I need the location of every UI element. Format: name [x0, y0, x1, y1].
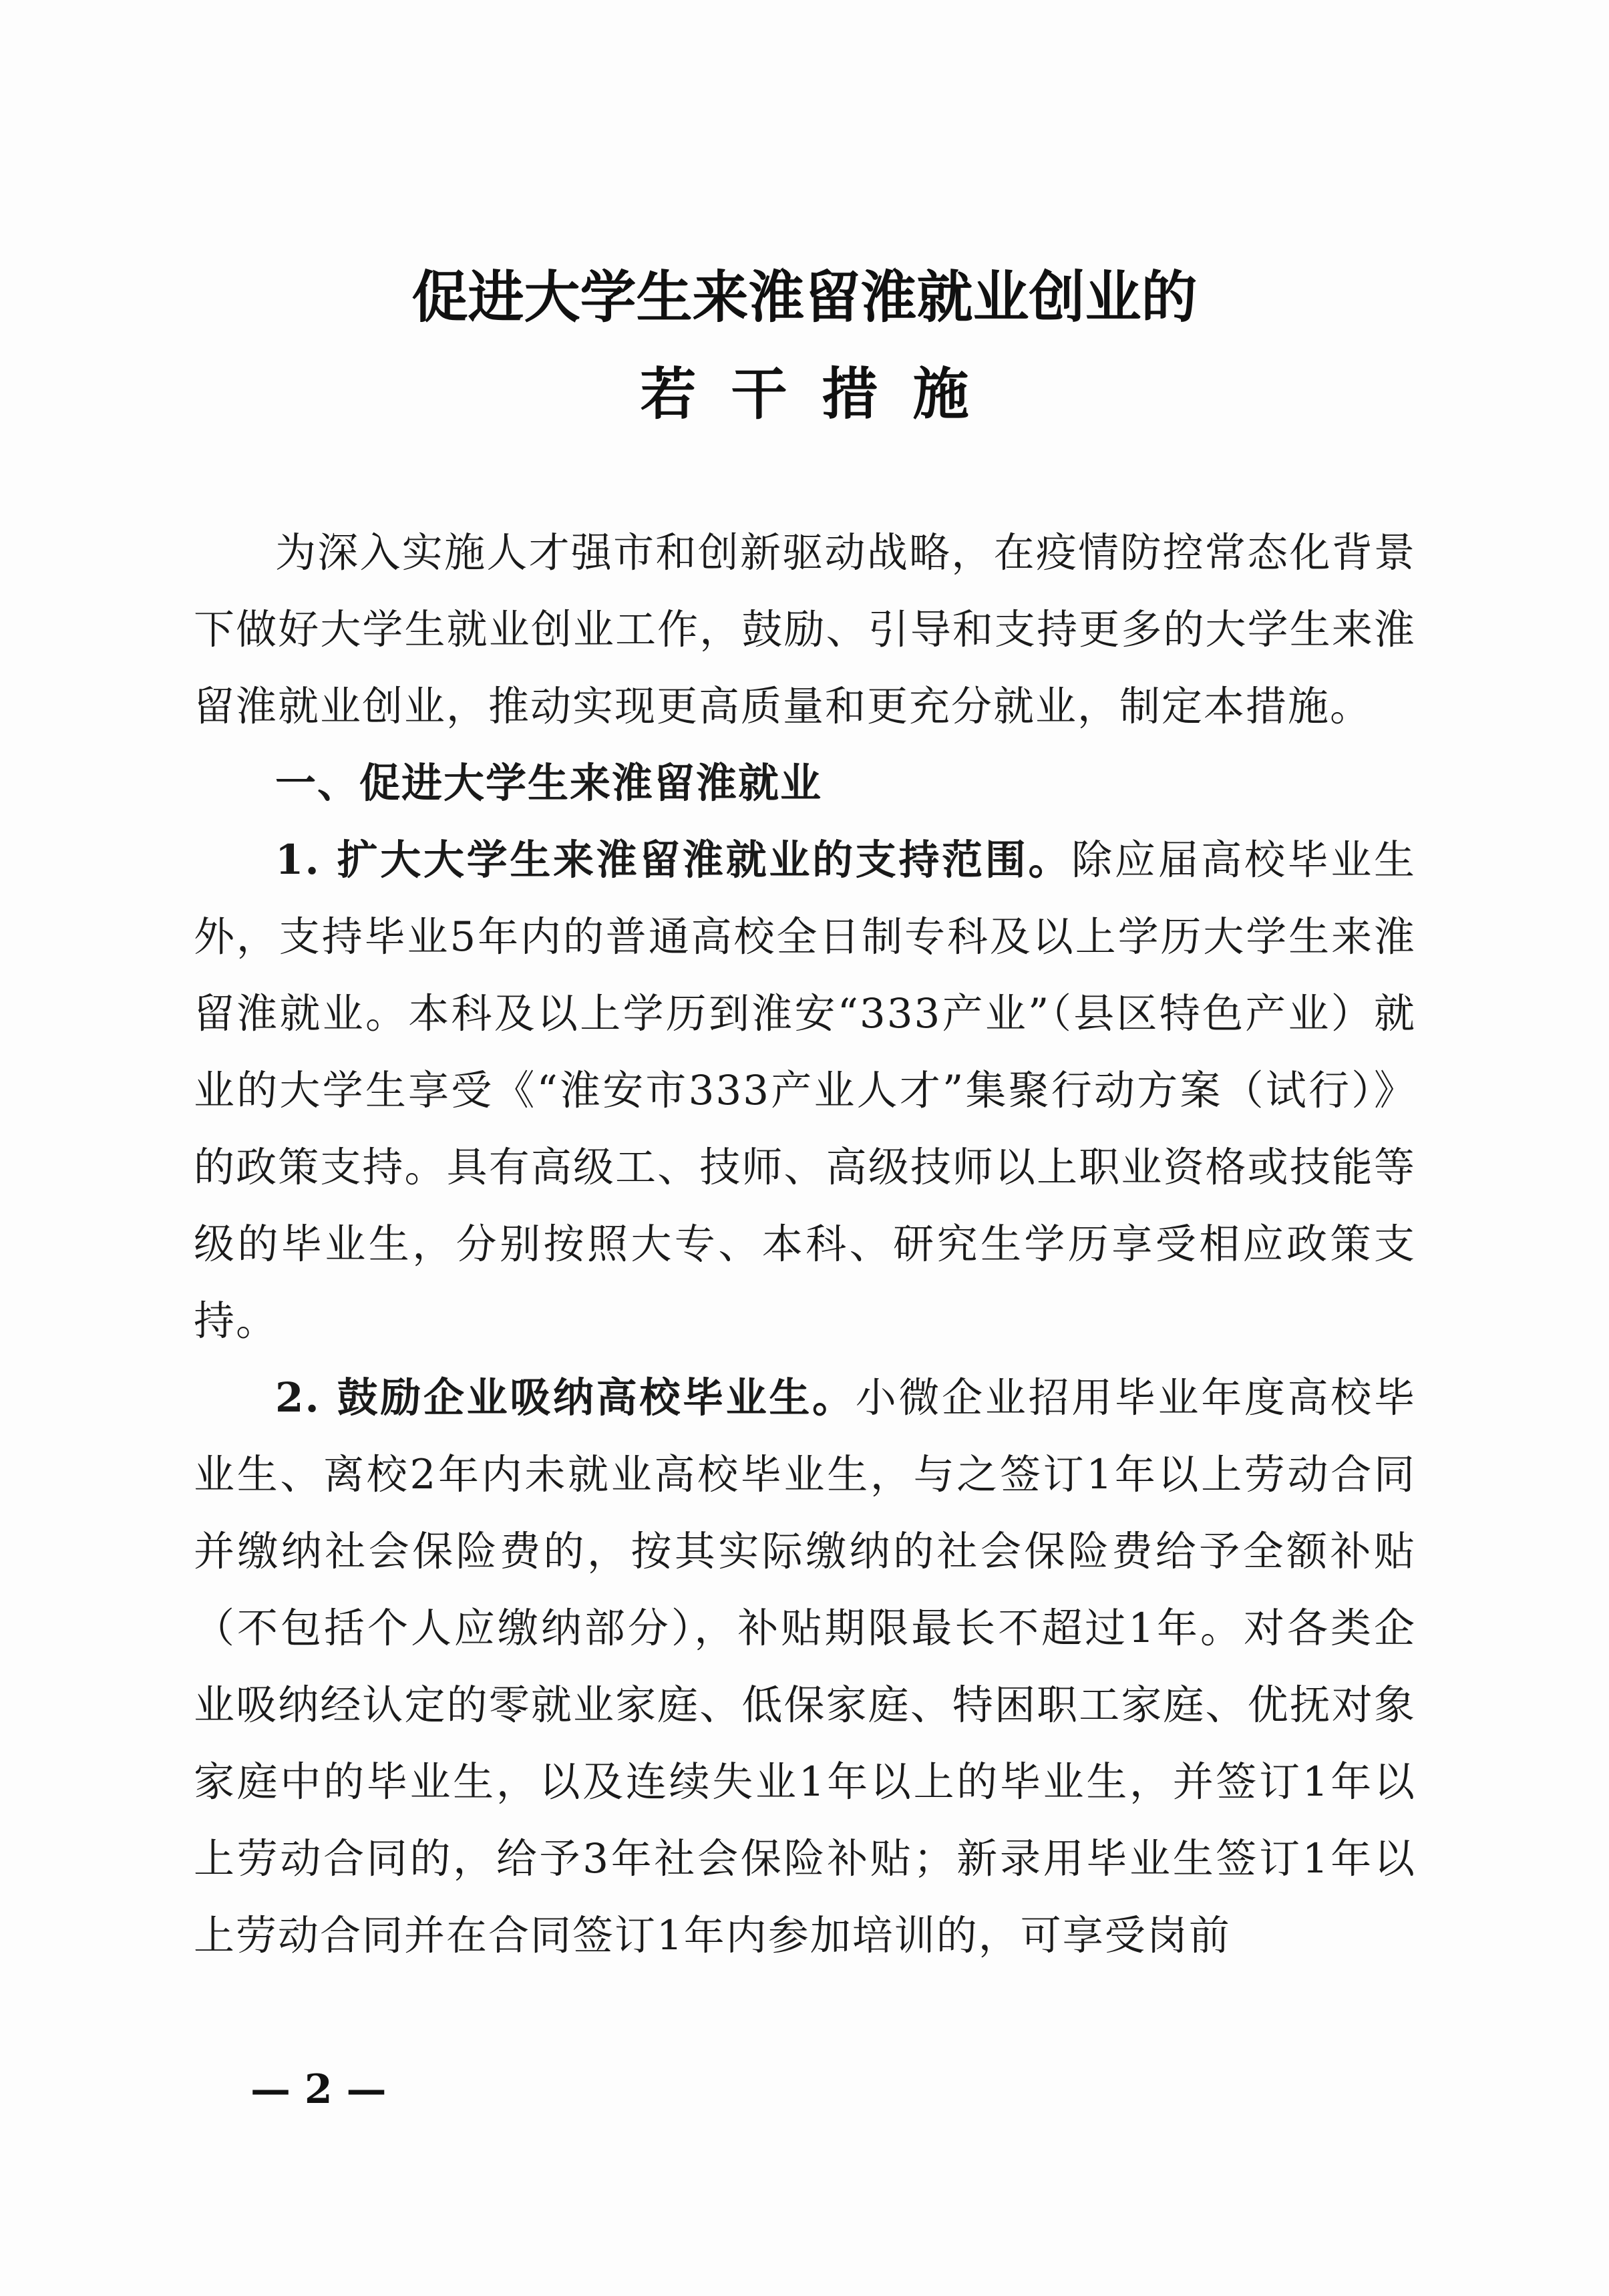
- item-1-paragraph: [194, 822, 1416, 1359]
- item-2-paragraph: [194, 1359, 1416, 1974]
- document-body: [194, 514, 1416, 1974]
- document-title-line1: 促进大学生来淮留淮就业创业的: [411, 265, 1198, 330]
- page-number: — 2 —: [250, 2066, 387, 2113]
- item-2-lead: 2. 鼓励企业吸纳高校毕业生。: [275, 1374, 856, 1422]
- item-2-text: 小微企业招用毕业年度高校毕业生、离校2年内未就业高校毕业生，与之签订1年以上劳动合同并缴纳社会保险费的，按其实际缴纳的社会保险费给予全额补贴（不包括个人应缴纳部分），补贴期限最长不超过1年。对各类企业吸纳经认定的零就业家庭、低保家庭、特困职工家庭、优抚对象家庭中的毕业生，以及连续失业1年以上的毕业生，并签订1年以上劳动合同的，给予3年社会保险补贴；新录用毕业生签订1年以上劳动合同并在合同签订1年内参加培训的，可享受岗前: [194, 1374, 1416, 1959]
- item-1-lead: 1. 扩大大学生来淮留淮就业的支持范围。: [275, 836, 1072, 884]
- intro-paragraph: 为深入实施人才强市和创新驱动战略，在疫情防控常态化背景下做好大学生就业创业工作，鼓励、引导和支持更多的大学生来淮留淮就业创业，推动实现更高质量和更充分就业，制定本措施。: [194, 529, 1416, 730]
- document-title-line2: 若干措施: [640, 361, 1004, 427]
- item-1-text: 除应届高校毕业生外，支持毕业5年内的普通高校全日制专科及以上学历大学生来淮留淮就业。本科及以上学历到淮安“333产业”（县区特色产业）就业的大学生享受《“淮安市333产业人才”集聚行动方案（试行）》的政策支持。具有高级工、技师、高级技师以上职业资格或技能等级的毕业生，分别按照大专、本科、研究生学历享受相应政策支持。: [194, 836, 1416, 1345]
- section-heading: 一、促进大学生来淮留淮就业: [275, 760, 823, 807]
